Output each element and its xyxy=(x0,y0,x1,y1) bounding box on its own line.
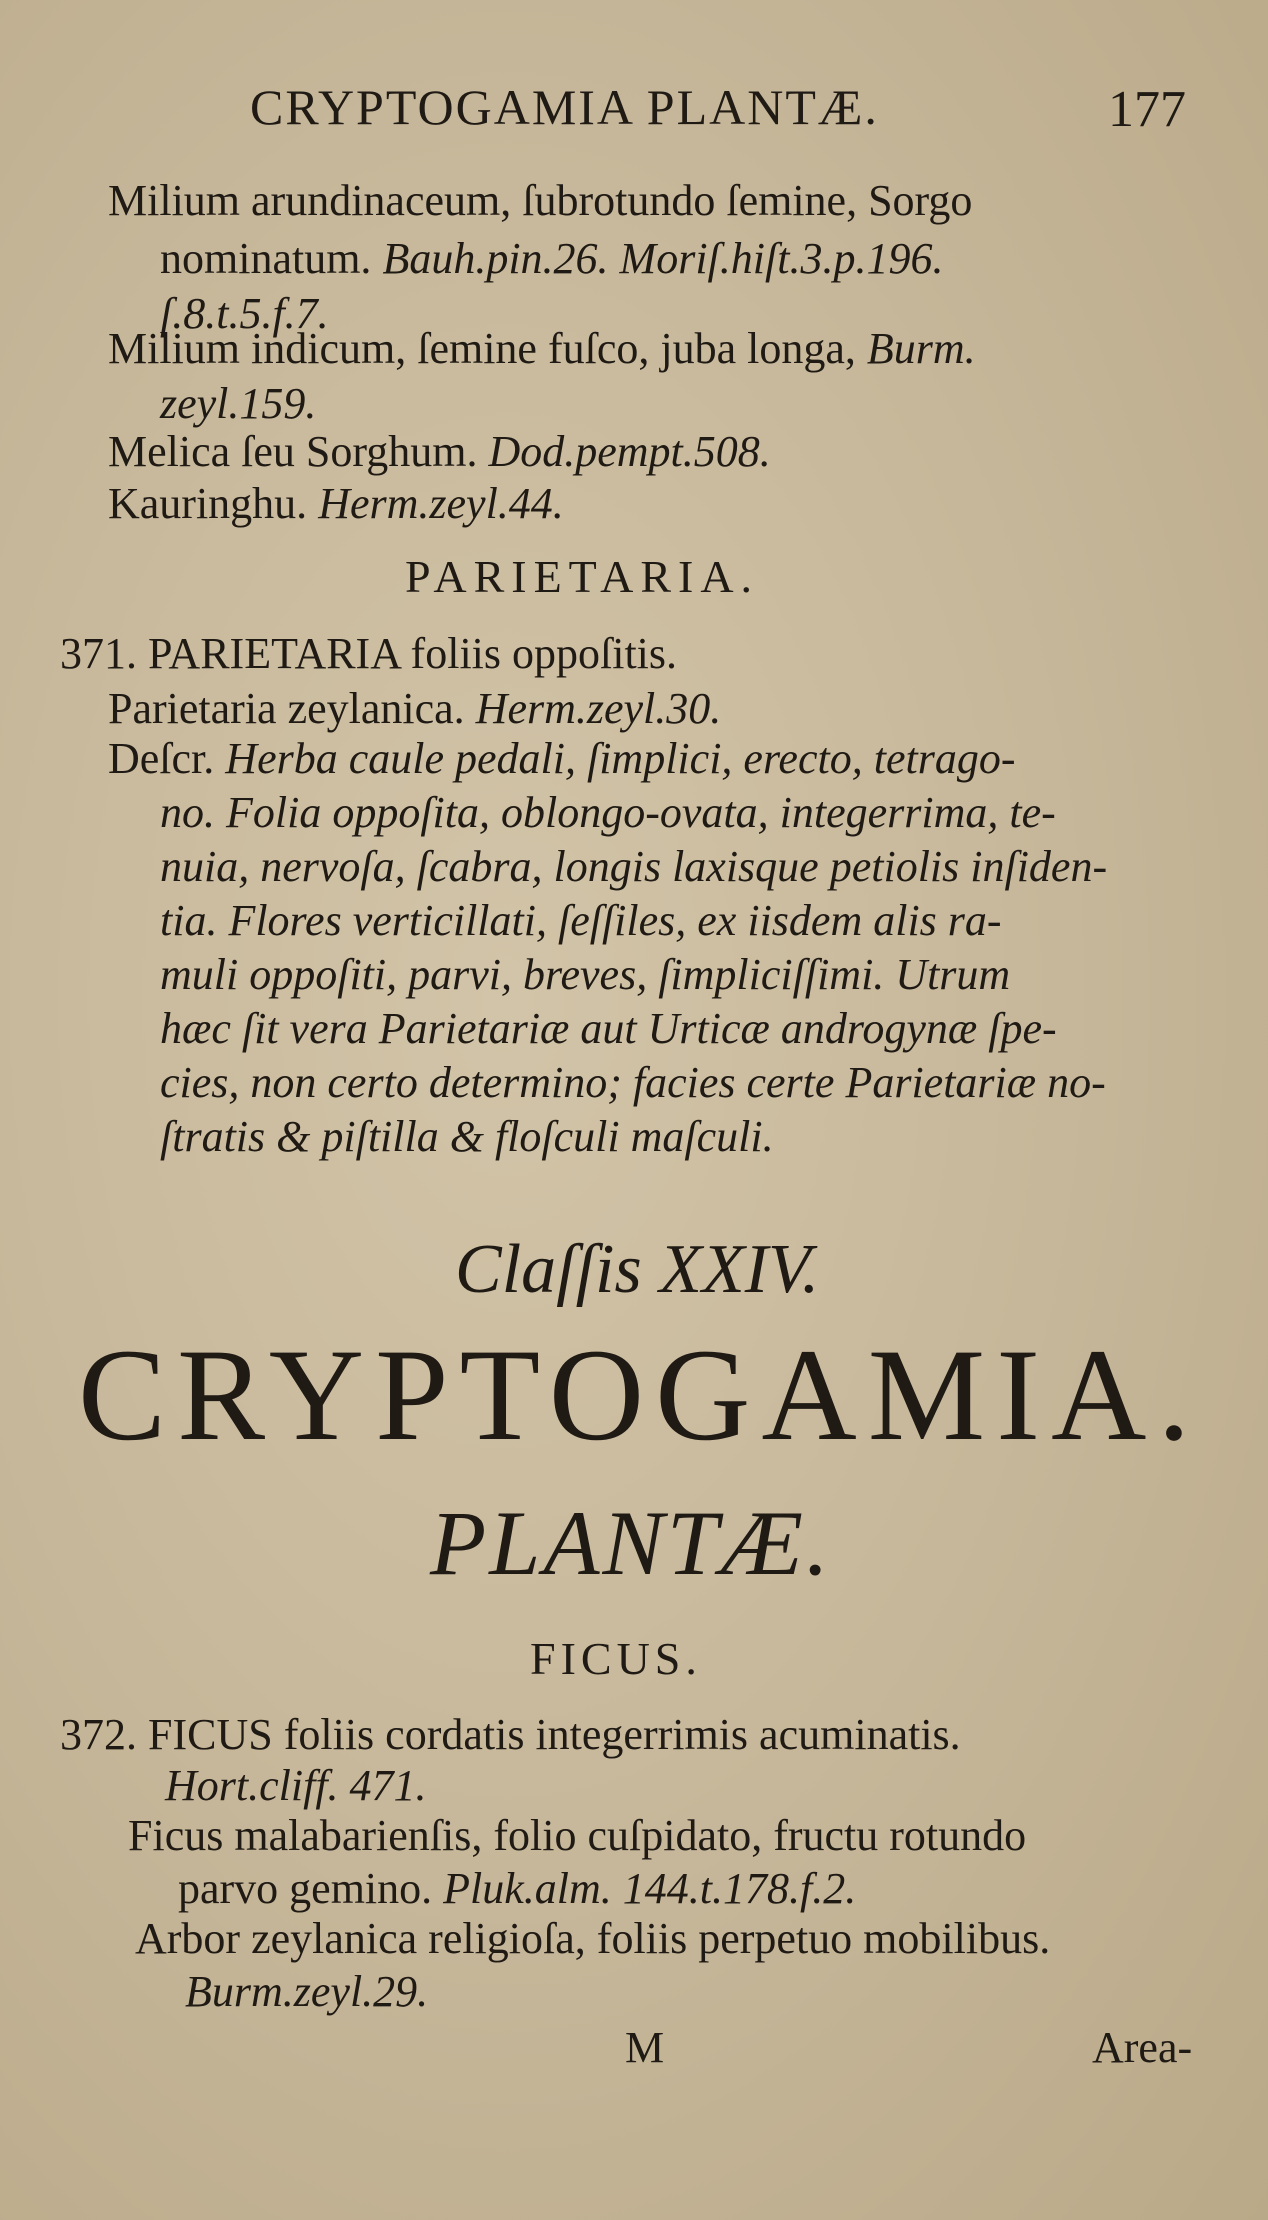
entry-line: Milium indicum, ſemine fuſco, juba longa, Burm. xyxy=(108,324,976,373)
entry-line: Burm.zeyl.29. xyxy=(185,1967,429,2016)
entry-line: Ficus malabarienſis, folio cuſpidato, fructu rotundo xyxy=(128,1811,1027,1860)
running-title: CRYPTOGAMIA PLANTÆ. xyxy=(250,79,879,135)
entry-line: Melica ſeu Sorghum. Dod.pempt.508. xyxy=(108,427,771,476)
catchword: Area- xyxy=(1092,2023,1193,2072)
entry-line: Arbor zeylanica religioſa, foliis perpetuo mobilibus. xyxy=(135,1914,1051,1963)
entry-line: cies, non certo determino; facies certe Parietariæ no- xyxy=(160,1058,1106,1107)
section-heading: FICUS. xyxy=(530,1633,702,1684)
entry-line: zeyl.159. xyxy=(160,379,317,428)
entry-line: hæc ſit vera Parietariæ aut Urticæ androgynæ ſpe- xyxy=(160,1004,1057,1053)
class-title: CRYPTOGAMIA. xyxy=(78,1321,1202,1468)
entry-line: no. Folia oppoſita, oblongo-ovata, integerrima, te- xyxy=(160,788,1056,837)
entry-line: parvo gemino. Pluk.alm. 144.t.178.f.2. xyxy=(178,1864,857,1913)
entry-line: Kauringhu. Herm.zeyl.44. xyxy=(108,479,564,528)
entry-line: tia. Flores verticillati, ſeſſiles, ex iisdem alis ra- xyxy=(160,896,1002,945)
class-subtitle: PLANTÆ. xyxy=(430,1492,832,1594)
entry-line: Parietaria zeylanica. Herm.zeyl.30. xyxy=(108,684,722,733)
entry-line: ſtratis & piſtilla & floſculi maſculi. xyxy=(160,1112,774,1161)
entry-line: Milium arundinaceum, ſubrotundo ſemine, Sorgo xyxy=(108,176,973,225)
entry-line: Hort.cliff. 471. xyxy=(165,1761,427,1810)
entry-line: 371. PARIETARIA foliis oppoſitis. xyxy=(60,629,678,678)
entry-line: Deſcr. Herba caule pedali, ſimplici, erecto, tetrago- xyxy=(108,734,1016,783)
section-heading: PARIETARIA. xyxy=(405,551,760,602)
entry-line: nominatum. Bauh.pin.26. Moriſ.hiſt.3.p.196. xyxy=(160,234,944,283)
signature-mark: M xyxy=(625,2023,665,2072)
class-label: Claſſis XXIV. xyxy=(455,1231,820,1308)
running-head xyxy=(0,78,1268,148)
entry-line: ſ.8.t.5.f.7. xyxy=(160,289,329,338)
entry-line: nuia, nervoſa, ſcabra, longis laxisque petiolis inſiden- xyxy=(160,842,1108,891)
entry-line: muli oppoſiti, parvi, breves, ſimpliciſſimi. Utrum xyxy=(160,950,1011,999)
entry-line: 372. FICUS foliis cordatis integerrimis acuminatis. xyxy=(60,1710,961,1759)
page-number: 177 xyxy=(1108,81,1186,138)
